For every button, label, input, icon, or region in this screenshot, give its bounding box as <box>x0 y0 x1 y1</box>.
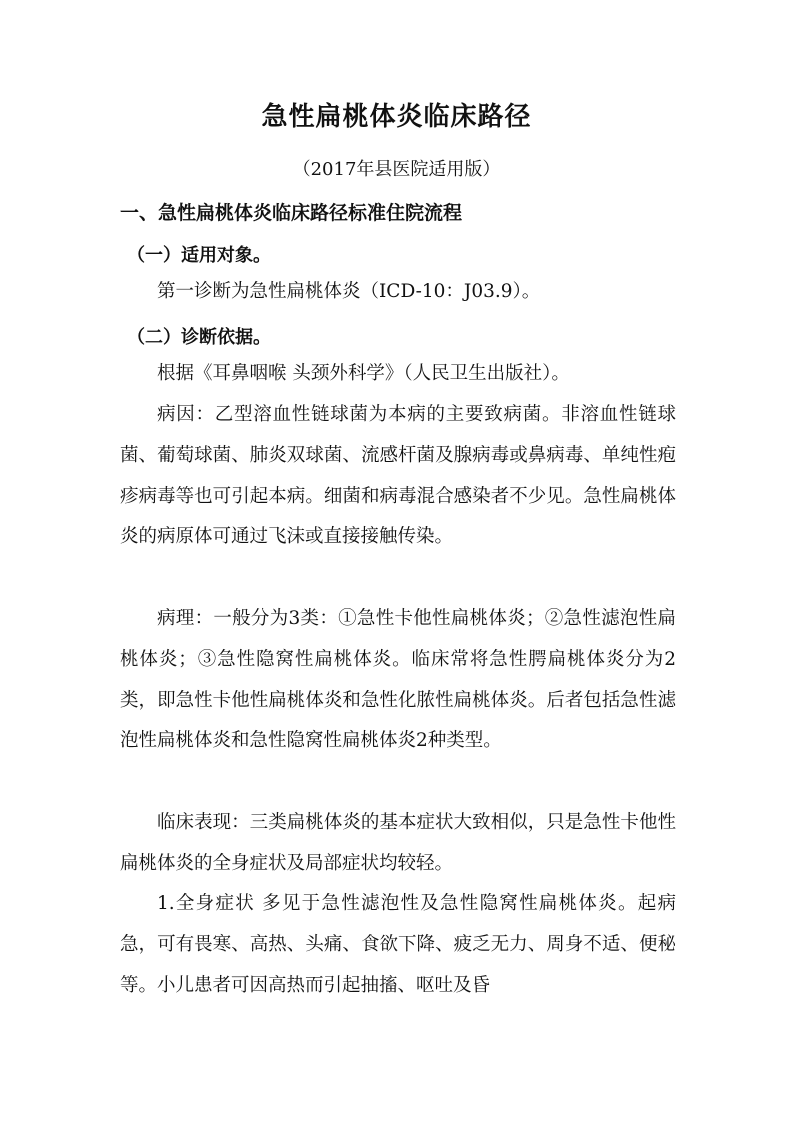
paragraph-diagnosis-code: 第一诊断为急性扁桃体炎（ICD-10：J03.9）。 <box>157 281 541 302</box>
paragraph-etiology: 病因：乙型溶血性链球菌为本病的主要致病菌。非溶血性链球菌、葡萄球菌、肺炎双球菌、流感杆菌及腺病毒或鼻病毒、单纯性疱疹病毒等也可引起本病。细菌和病毒混合感染者不少见。急性扁桃体炎的病原体可通过飞沫或直接接触传染。 <box>120 404 676 548</box>
paragraph-reference: 根据《耳鼻咽喉 头颈外科学》（人民卫生出版社）。 <box>157 363 570 384</box>
document-title: 急性扁桃体炎临床路径 <box>261 102 532 132</box>
section-heading: 一、急性扁桃体炎临床路径标准住院流程 <box>120 202 463 224</box>
paragraph-clinical: 临床表现：三类扁桃体炎的基本症状大致相似，只是急性卡他性扁桃体炎的全身症状及局部症状均较轻。 <box>120 812 676 874</box>
subsection-heading-basis: （二）诊断依据。 <box>127 327 271 348</box>
paragraph-systemic-symptoms: 1.全身症状 多见于急性滤泡性及急性隐窝性扁桃体炎。起病急，可有畏寒、高热、头痛、食欲下降、疲乏无力、周身不适、便秘等。小儿患者可因高热而引起抽搐、呕吐及昏 <box>120 893 676 996</box>
paragraph-pathology: 病理：一般分为3类：①急性卡他性扁桃体炎；②急性滤泡性扁桃体炎；③急性隐窝性扁桃体炎。临床常将急性腭扁桃体炎分为2类，即急性卡他性扁桃体炎和急性化脓性扁桃体炎。后者包括急性滤泡性扁桃体炎和急性隐窝性扁桃体炎2种类型。 <box>120 608 676 752</box>
document-subtitle: （2017年县医院适用版） <box>292 159 501 180</box>
subsection-heading-applicable: （一）适用对象。 <box>127 245 271 266</box>
